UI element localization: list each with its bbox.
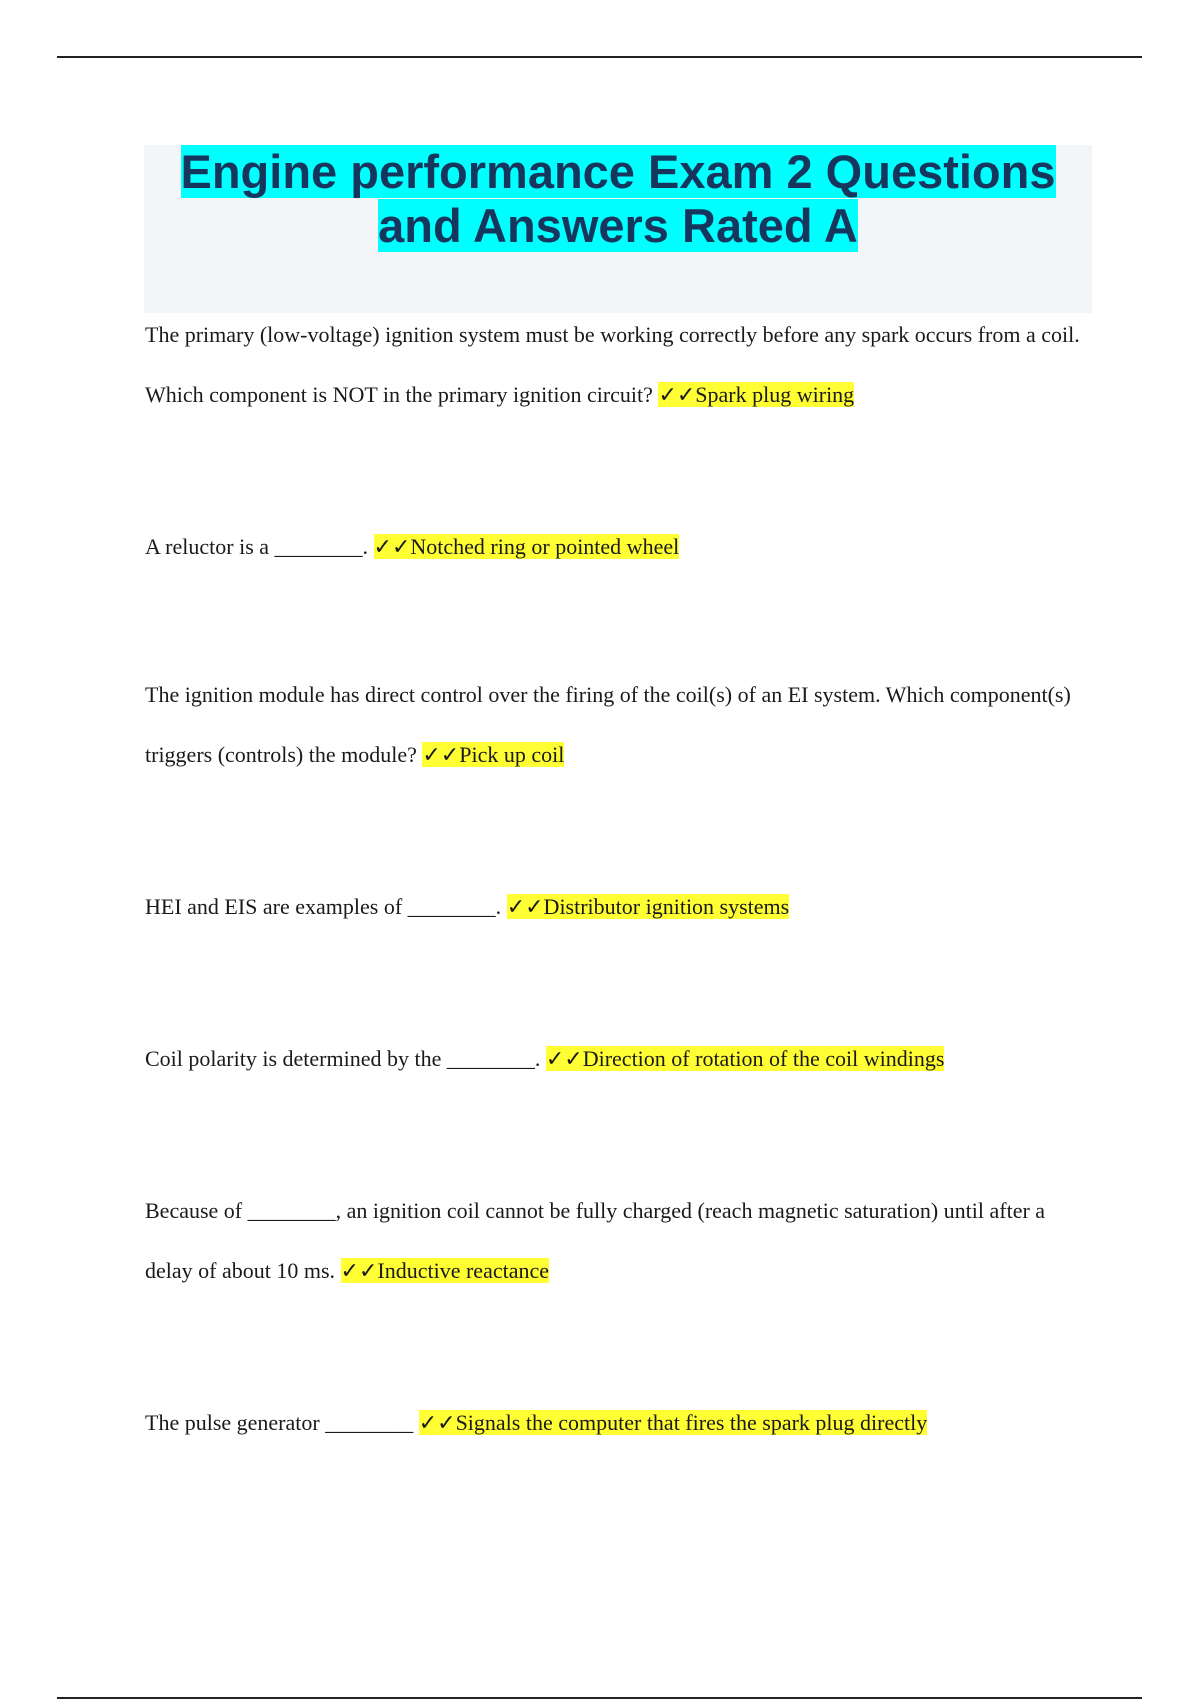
bottom-rule <box>57 1697 1142 1699</box>
question-text: A reluctor is a ________. <box>145 534 369 559</box>
answer-text: ✓✓Spark plug wiring <box>658 382 855 407</box>
qa-item <box>145 877 1085 937</box>
answer-text: ✓✓Notched ring or pointed wheel <box>373 534 680 559</box>
page-title: Engine performance Exam 2 Questions and Answers Rated A <box>180 145 1056 252</box>
top-rule <box>57 56 1142 58</box>
qa-item <box>145 305 1085 425</box>
question-text: The pulse generator ________ <box>145 1410 414 1435</box>
question-text: Coil polarity is determined by the ________. <box>145 1046 541 1071</box>
qa-item <box>145 1181 1085 1301</box>
answer-text: ✓✓Distributor ignition systems <box>506 894 790 919</box>
question-text: Because of ________, an ignition coil cannot be fully charged (reach magnetic saturation) until after a delay of about 10 ms. <box>145 1198 1046 1283</box>
qa-item <box>145 517 1085 577</box>
qa-item <box>145 1393 1085 1453</box>
answer-text: ✓✓Signals the computer that fires the spark plug directly <box>418 1410 928 1435</box>
qa-list <box>145 305 1085 1453</box>
question-text: The primary (low-voltage) ignition system must be working correctly before any spark occurs from a coil. Which component is NOT in the primary ignition circuit? <box>145 322 1080 407</box>
qa-item <box>145 665 1085 785</box>
question-text: The ignition module has direct control over the firing of the coil(s) of an EI system. Which component(s) triggers (controls) the module? <box>145 682 1071 767</box>
qa-item <box>145 1029 1085 1089</box>
answer-text: ✓✓Inductive reactance <box>340 1258 550 1283</box>
question-text: HEI and EIS are examples of ________. <box>145 894 502 919</box>
title-block <box>144 145 1092 313</box>
answer-text: ✓✓Direction of rotation of the coil windings <box>545 1046 945 1071</box>
answer-text: ✓✓Pick up coil <box>422 742 565 767</box>
